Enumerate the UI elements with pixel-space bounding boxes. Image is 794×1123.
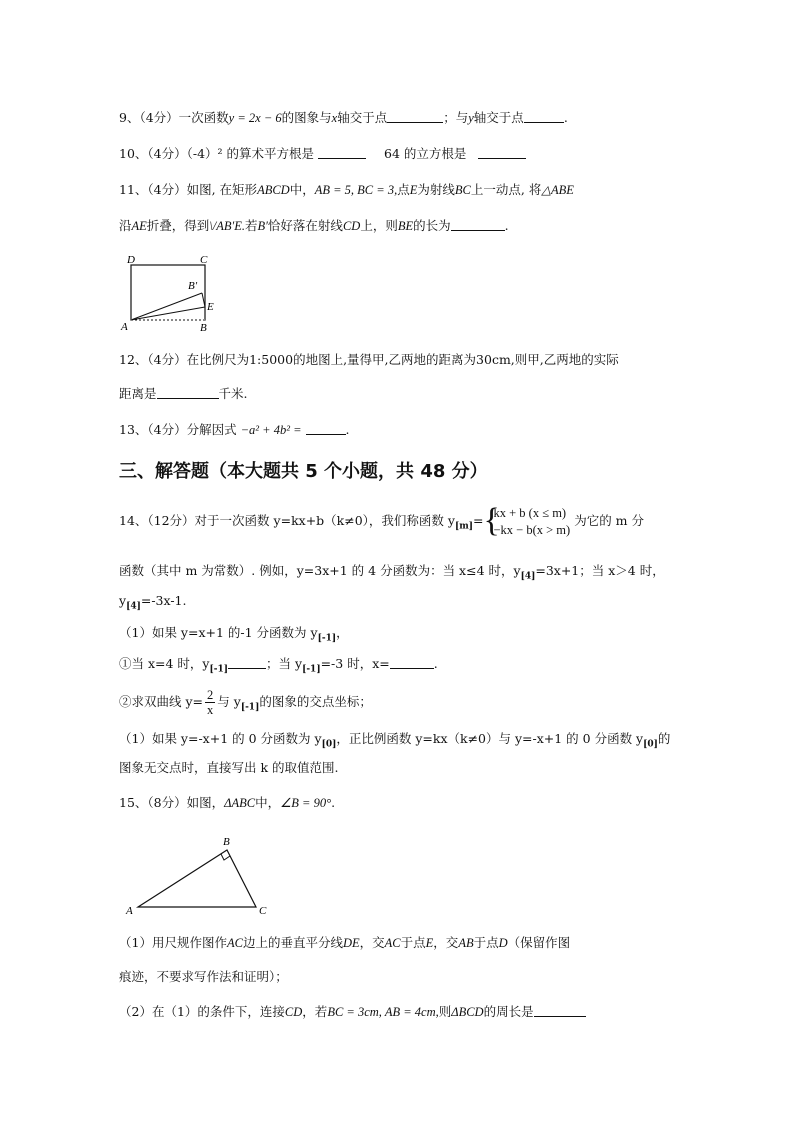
q14-text: ①当 x=4 时，y [119, 656, 210, 671]
q12-blank[interactable] [157, 386, 219, 399]
q15-text: 15、（8分）如图， [119, 795, 225, 810]
q9-text3: 轴交于点 [473, 110, 524, 125]
q15-abc: ΔABC [224, 796, 256, 810]
q15-blank[interactable] [534, 1004, 586, 1017]
q11-end: . [504, 218, 509, 233]
q15-cond: BC = 3cm, AB = 4cm, [327, 1005, 439, 1019]
q11-tri2: \/AB′E. [209, 219, 246, 233]
q15-ac: AC [384, 936, 401, 950]
q14-sub: [4] [126, 601, 141, 612]
q14-blank-1[interactable] [228, 656, 266, 669]
q13-end: . [345, 422, 350, 437]
q9-blank-2[interactable] [524, 110, 564, 123]
q14-sub: [0] [643, 739, 658, 750]
q15-text: 中， [255, 795, 281, 810]
frac-numerator: 2 [207, 688, 214, 702]
q11-bc: BC [454, 183, 471, 197]
q14-text: ，正比例函数 y=kx（k≠0）与 y=-x+1 的 0 分函数 y [336, 731, 644, 746]
question-15-part-2 [119, 1003, 586, 1021]
question-15-part-1-line-1 [119, 934, 570, 952]
triangle-abc [138, 850, 256, 907]
q11-cond: AB = 5, BC = 3, [314, 183, 398, 197]
q14-text: =3x+1；当 x＞4 时， [535, 563, 665, 578]
question-12-line-2 [119, 385, 248, 403]
q14-text: 为它的 m 分 [574, 513, 645, 528]
q15-text: （1）用尺规作图作 [119, 935, 227, 950]
q11-text: 上，则 [360, 218, 398, 233]
question-14-line-2 [119, 562, 665, 586]
frac-denominator: x [207, 703, 214, 717]
q9-x: x [331, 111, 338, 125]
q14-text: （1）如果 y=x+1 的-1 分函数为 y [119, 625, 318, 640]
q10-blank-2[interactable] [478, 146, 526, 159]
q11-text: 11、（4分）如图, 在矩形 [119, 182, 258, 197]
q11-text: 点 [397, 182, 410, 197]
q15-text: （保留作图 [507, 935, 571, 950]
q9-y: y [468, 111, 474, 125]
q14-text: = [473, 513, 484, 528]
q15-text: ，交 [433, 935, 459, 950]
label-a: A [126, 905, 133, 917]
q14-text: ②求双曲线 y= [119, 694, 204, 709]
brace: { [483, 501, 500, 539]
q11-bp: B′ [257, 219, 268, 233]
q11-blank[interactable] [451, 218, 505, 231]
q14-text: 的图象的交点坐标； [259, 694, 372, 709]
question-12-line-1 [119, 351, 619, 369]
question-14-line-1 [119, 503, 644, 545]
q13-blank[interactable] [306, 422, 346, 435]
q14-text: （1）如果 y=-x+1 的 0 分函数为 y [119, 731, 322, 746]
q15-text: 痕迹，不要求写作法和证明）； [119, 969, 288, 984]
q14-text: 14、（12分）对于一次函数 y=kx+b（k≠0），我们称函数 y [119, 513, 455, 528]
q15-bcd: ΔBCD [451, 1005, 484, 1019]
question-14-part-1 [119, 624, 349, 648]
q15-cd: CD [284, 1005, 303, 1019]
q15-text: （2）在（1）的条件下，连接 [119, 1004, 285, 1019]
q9-sep: ；与 [443, 110, 469, 125]
label-a: A [121, 321, 128, 333]
segment-ab-prime [131, 293, 202, 320]
q14-fraction [205, 688, 215, 717]
q12-text: 12、（4分）在比例尺为1:5000的地图上,量得甲,乙两地的距离为30cm,则甲,乙两地的实际 [119, 352, 619, 367]
question-14-item-1 [119, 655, 438, 679]
q15-angle: ∠B = 90° [280, 796, 332, 810]
q15-d: D [498, 936, 508, 950]
q14-sub: [-1] [240, 702, 260, 713]
question-10 [119, 145, 526, 163]
q14-sub: [-1] [317, 633, 337, 644]
q9-text: 的图象与 [281, 110, 332, 125]
q15-ab: AB [458, 936, 474, 950]
q12-text: 距离是 [119, 386, 157, 401]
question-14-item-2 [119, 684, 372, 726]
figure-triangle-abc [120, 830, 280, 920]
q13-expr: −a² + 4b² = [240, 423, 302, 437]
q10-mid: 64 的立方根是 [384, 146, 467, 161]
q14-text: =-3x-1. [140, 593, 187, 608]
q10-prefix: 10、（4分）（-4）² 的算术平方根是 [119, 146, 315, 161]
q15-text: 边上的垂直平分线 [242, 935, 343, 950]
q15-text: 于点 [400, 935, 426, 950]
q15-text: 于点 [473, 935, 499, 950]
label-b: B [200, 322, 207, 334]
label-e: E [207, 301, 214, 313]
section-heading: 三、解答题（本大题共 5 个小题，共 48 分） [119, 461, 488, 482]
question-9 [119, 109, 568, 127]
q11-cd: CD [342, 219, 361, 233]
q15-de: DE [342, 936, 360, 950]
q14-text: 的 [657, 731, 671, 746]
segment-ae [131, 307, 205, 320]
q14-sub: [m] [454, 521, 474, 532]
q14-case1: kx + b (x ≤ m) [493, 505, 567, 520]
question-14-line-3 [119, 592, 186, 616]
q14-sub: [-1] [302, 664, 321, 675]
q14-text: 与 y [217, 694, 241, 709]
q14-sub: [4] [520, 571, 536, 582]
q11-be: BE [397, 219, 414, 233]
q14-text: 函数（其中 m 为常数）. 例如，y=3x+1 的 4 分函数为：当 x≤4 时，y [119, 563, 521, 578]
q10-blank-1[interactable] [318, 146, 366, 159]
q11-text: 中， [289, 182, 315, 197]
rect-abcd [131, 265, 205, 320]
label-c: C [259, 905, 267, 917]
question-11-line-1 [119, 181, 574, 199]
q11-e: E [409, 183, 418, 197]
q15-text: ，若 [302, 1004, 328, 1019]
q11-text: 恰好落在射线 [267, 218, 343, 233]
q11-text: 折叠，得到 [146, 218, 210, 233]
q14-text: =-3 时，x= [320, 656, 390, 671]
q11-text: 若 [245, 218, 258, 233]
q11-abcd: ABCD [257, 183, 290, 197]
q14-text: ， [336, 625, 349, 640]
q15-text: 则 [438, 1004, 452, 1019]
q14-text: y [119, 593, 127, 608]
q12-text: 千米. [218, 386, 248, 401]
q9-blank-1[interactable] [387, 110, 443, 123]
q14-piecewise [483, 501, 571, 539]
q15-text: 的周长是 [483, 1004, 534, 1019]
question-15-part-1-line-2 [119, 968, 288, 986]
question-14-part-2-line-1 [119, 730, 670, 754]
q14-text: 图象无交点时，直接写出 k 的取值范围. [119, 760, 339, 775]
q14-sub: [0] [321, 739, 337, 750]
q9-expr: y = 2x − 6 [228, 111, 282, 125]
q11-text: 沿 [119, 218, 132, 233]
q15-text: ，交 [359, 935, 385, 950]
q14-text: . [433, 656, 438, 671]
question-14-part-2-line-2 [119, 759, 339, 777]
q9-prefix: 9、（4分）一次函数 [119, 110, 229, 125]
figure-rectangle-abcd [118, 250, 228, 334]
label-d: D [127, 254, 135, 266]
q11-text: 上一动点, 将 [470, 182, 542, 197]
question-15 [119, 794, 335, 812]
q14-case2: −kx − b(x > m) [493, 522, 571, 537]
label-c: C [200, 254, 208, 266]
question-11-line-2 [119, 217, 509, 235]
q15-text: . [331, 795, 336, 810]
q15-ac: AC [226, 936, 243, 950]
question-13 [119, 421, 350, 439]
label-b: B [223, 836, 230, 848]
q13-prefix: 13、（4分）分解因式 [119, 422, 237, 437]
q14-text: ；当 y [266, 656, 303, 671]
q9-text2: 轴交于点 [337, 110, 388, 125]
right-angle-mark [221, 854, 230, 860]
q9-end: . [563, 110, 568, 125]
q15-e: E [425, 936, 434, 950]
label-b-prime: B′ [188, 280, 198, 292]
q11-tri: △ABE [541, 183, 574, 197]
q11-text: 为射线 [417, 182, 455, 197]
q14-blank-2[interactable] [390, 656, 434, 669]
q11-ae: AE [131, 219, 147, 233]
q11-text: 的长为 [413, 218, 451, 233]
q14-sub: [-1] [209, 664, 229, 675]
